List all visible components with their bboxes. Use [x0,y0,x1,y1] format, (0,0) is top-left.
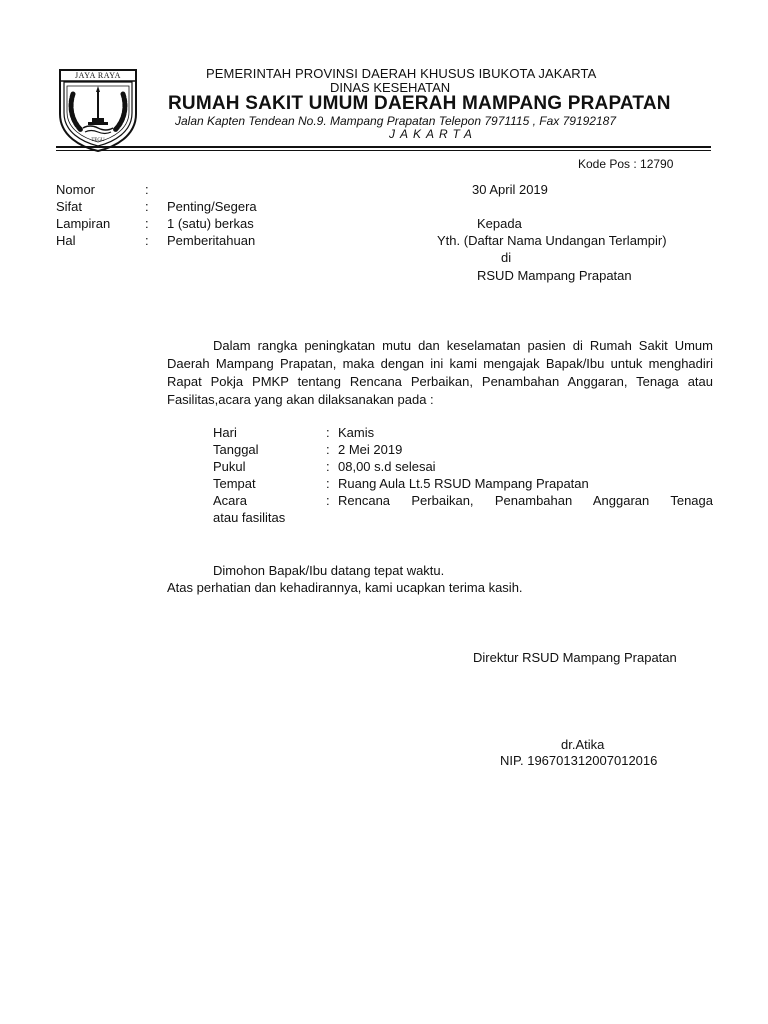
field-sep-lampiran: : [145,216,149,231]
schedule-colon: : [326,476,330,491]
schedule-colon: : [326,425,330,440]
logo-motto: JAYA RAYA [75,71,121,80]
letter-date: 30 April 2019 [472,182,548,197]
body-paragraph-text: Dalam rangka peningkatan mutu dan keselamatan pasien di Rumah Sakit Umum Daerah Mampang Prapatan, maka dengan ini kami mengajak Bapak/Ibu untuk menghadiri Rapat Pokja PMKP tentang Rencana Perbaikan, Penambahan Anggaran, Tenaga atau Fasilitas,acara yang akan dilaksanakan pada : [167,338,713,407]
schedule-label-tanggal: Tanggal [213,442,259,457]
schedule-value-pukul: 08,00 s.d selesai [338,459,436,474]
recipient-place: RSUD Mampang Prapatan [477,268,632,283]
field-label-hal: Hal [56,233,76,248]
field-value-sifat: Penting/Segera [167,199,257,214]
letterhead-hospital-name: RUMAH SAKIT UMUM DAERAH MAMPANG PRAPATAN [168,93,671,114]
signature-nip: NIP. 196701312007012016 [500,753,658,768]
schedule-colon: : [326,493,330,508]
field-label-sifat: Sifat [56,199,83,214]
signature-title: Direktur RSUD Mampang Prapatan [473,650,677,665]
letterhead-rule-thick [56,146,711,148]
field-sep-hal: : [145,233,149,248]
letterhead-address: Jalan Kapten Tendean No.9. Mampang Prapatan Telepon 7971115 , Fax 79192187 [175,114,617,128]
recipient-yth: Yth. (Daftar Nama Undangan Terlampir) [437,233,667,248]
field-label-nomor: Nomor [56,182,96,197]
schedule-value-hari: Kamis [338,425,375,440]
letterhead-city: JAKARTA [389,127,477,141]
svg-text:TEGU: TEGU [91,138,105,143]
body-paragraph [167,337,713,409]
schedule-label-acara: Acara [213,493,247,508]
field-label-lampiran: Lampiran [56,216,111,231]
closing-thanks: Atas perhatian dan kehadirannya, kami ucapkan terima kasih. [167,580,523,595]
schedule-label-pukul: Pukul [213,459,246,474]
schedule-value-acara-cont: atau fasilitas [213,510,286,525]
field-sep-nomor: : [145,182,149,197]
schedule-value-tempat: Ruang Aula Lt.5 RSUD Mampang Prapatan [338,476,589,491]
signature-name: dr.Atika [561,737,605,752]
recipient-di: di [501,250,512,265]
recipient-kepada: Kepada [477,216,522,231]
schedule-colon: : [326,459,330,474]
field-value-lampiran: 1 (satu) berkas [167,216,254,231]
postal-code: Kode Pos : 12790 [578,157,674,171]
closing-request: Dimohon Bapak/Ibu datang tepat waktu. [213,563,445,578]
jakarta-emblem-logo [57,68,139,152]
schedule-colon: : [326,442,330,457]
field-value-hal: Pemberitahuan [167,233,256,248]
letterhead-government: PEMERINTAH PROVINSI DAERAH KHUSUS IBUKOTA JAKARTA [206,66,597,81]
letterhead-department: DINAS KESEHATAN [330,80,451,95]
field-sep-sifat: : [145,199,149,214]
schedule-value-tanggal: 2 Mei 2019 [338,442,403,457]
schedule-value-acara: Rencana Perbaikan, Penambahan Anggaran Tenaga [338,493,713,508]
letterhead-rule-thin [56,150,711,151]
schedule-label-tempat: Tempat [213,476,256,491]
schedule-label-hari: Hari [213,425,237,440]
